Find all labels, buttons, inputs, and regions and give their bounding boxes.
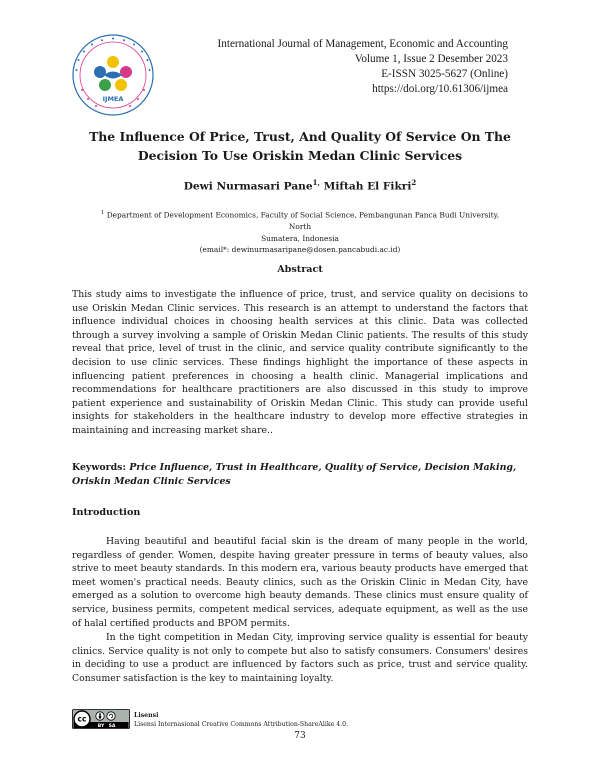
affiliation — [100, 208, 500, 256]
title-line-2: Decision To Use Oriskin Medan Clinic Services — [137, 148, 463, 163]
abstract-text: This study aims to investigate the influence of price, trust, and service quality on decisions to use Oriskin Medan Clinic services. This research is an attempt to understand the factors that influence individual choices in choosing health services at this clinic. Data was collected through a survey involving a sample of Oriskin Medan Clinic patients. The results of this study reveal that price, level of trust in the clinic, and service quality contribute significantly to the decision to use clinic services. These findings highlight the importance of these aspects in influencing patient preferences in choosing a health clinic. Managerial implications and recommendations for healthcare practitioners are also discussed in this study to improve patient experience and sustainability of Oriskin Medan Clinic. This study can provide useful insights for stakeholders in the healthcare industry to develop more effective strategies in maintaining and increasing market share.. — [72, 289, 528, 436]
author-affiliation-mark: 1, — [312, 178, 320, 187]
paper-title — [60, 127, 540, 165]
keywords-label: Keywords: — [72, 462, 130, 473]
affiliation-line-1: Department of Development Economics, Faculty of Social Science, Pembangunan Panca Budi University, North — [106, 210, 500, 232]
affiliation-mark: 1 — [100, 210, 105, 216]
logo-text: IJMEA — [102, 95, 124, 103]
sa-share-icon — [107, 712, 115, 720]
author-name: Dewi Nurmasari Pane — [183, 180, 313, 193]
introduction-paragraph: Having beautiful and beautiful facial skin is the dream of many people in the world, regardless of gender. Women, despite having greater pressure in terms of beauty values, also strive to meet beauty standards. In this modern era, various beauty products have emerged that meet women's practical needs. Beauty clinics, such as the Oriskin Clinic in Medan City, have emerged as a solution to overcome high beauty demands. These clinics must ensure quality of service, business permits, competent medical services, adequate equipment, as well as the use of halal certified products and BPOM permits. — [72, 536, 528, 629]
introduction-body — [72, 535, 528, 686]
volume-issue: Volume 1, Issue 2 Desember 2023 — [354, 53, 508, 65]
author-email: (email*: dewinurmasaripane@dosen.pancabudi.ac.id) — [199, 245, 401, 255]
title-line-1: The Influence Of Price, Trust, And Quality Of Service On The — [89, 129, 511, 144]
journal-name: International Journal of Management, Economic and Accounting — [217, 38, 508, 50]
author-name: Miftah El Fikri — [323, 180, 412, 193]
affiliation-line-2: Sumatera, Indonesia — [261, 233, 339, 243]
author-affiliation-mark: 2 — [411, 178, 417, 187]
introduction-heading: Introduction — [72, 507, 141, 518]
by-label: BY — [97, 724, 105, 729]
keywords-list: Price Influence, Trust in Healthcare, Quality of Service, Decision Making, Oriskin Medan Clinic Services — [72, 462, 517, 487]
sa-label: SA — [108, 724, 116, 729]
cc-by-sa-badge[interactable] — [72, 709, 130, 729]
introduction-paragraph: In the tight competition in Medan City, improving service quality is essential for beauty clinics. Service quality is not only to compete but also to satisfy consumers. Consumers' desires in deciding to use a product are influenced by factors such as price, trust and service quality. Consumer satisfaction is the key to maintaining loyalty. — [72, 632, 528, 684]
journal-logo — [70, 32, 156, 118]
license-label: Lisensi — [134, 712, 159, 719]
doi-link[interactable]: https://doi.org/10.61306/ijmea — [372, 83, 508, 95]
journal-header — [218, 37, 508, 97]
page-number: 73 — [294, 731, 306, 741]
abstract-heading: Abstract — [277, 264, 323, 275]
keywords — [72, 461, 528, 489]
cc-label: cc — [77, 714, 87, 724]
license-info — [134, 711, 348, 729]
license-text: Lisensi Internasional Creative Commons Attribution-ShareAlike 4.0. — [134, 721, 349, 728]
issn: E-ISSN 3025-5627 (Online) — [381, 68, 508, 80]
author-list — [60, 178, 540, 193]
